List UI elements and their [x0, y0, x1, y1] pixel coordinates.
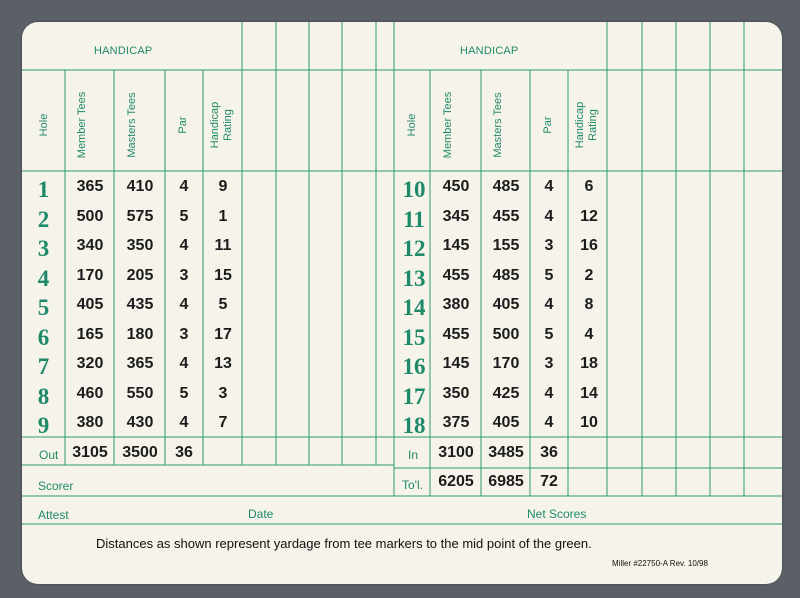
in-label: In — [408, 448, 419, 462]
hcp-cell: 17 — [214, 325, 232, 343]
hcp-cell: 1 — [218, 207, 228, 225]
col-par-left: Par — [177, 116, 189, 134]
member-cell: 145 — [442, 237, 470, 254]
hcp-cell: 8 — [584, 296, 594, 313]
masters-cell: 550 — [126, 384, 154, 402]
col-member-right: Member Tees — [442, 91, 454, 159]
hole-number: 18 — [402, 413, 426, 438]
masters-cell: 500 — [492, 325, 520, 343]
par-cell: 5 — [544, 325, 554, 343]
masters-cell: 485 — [492, 178, 520, 195]
col-hole-right: Hole — [406, 113, 418, 137]
hcp-cell: 10 — [580, 414, 598, 431]
member-cell: 375 — [442, 414, 470, 431]
out-par: 36 — [175, 444, 193, 461]
hole-number: 12 — [402, 236, 426, 261]
col-par-right: Par — [542, 116, 554, 134]
hcp-cell: 12 — [580, 207, 598, 225]
hole-number: 10 — [402, 177, 426, 202]
hole-number: 9 — [37, 413, 50, 438]
hole-number: 17 — [402, 383, 426, 409]
handicap-header-left: HANDICAP — [94, 45, 153, 57]
col-handicap-left: Handicap Rating — [209, 101, 234, 149]
hcp-cell: 2 — [584, 266, 594, 284]
par-cell: 3 — [179, 266, 189, 284]
par-cell: 4 — [544, 178, 554, 195]
masters-cell: 435 — [126, 296, 154, 313]
member-cell: 405 — [76, 296, 104, 313]
member-cell: 460 — [76, 384, 104, 402]
par-cell: 4 — [544, 414, 554, 431]
masters-cell: 485 — [492, 266, 520, 284]
distance-note: Distances as shown represent yardage from tee markers to the mid point of the green. — [96, 536, 592, 551]
hole-number: 1 — [37, 177, 50, 202]
member-cell: 145 — [442, 355, 470, 372]
par-cell: 3 — [544, 355, 554, 372]
hole-number: 6 — [37, 324, 50, 350]
scorecard — [22, 22, 782, 584]
col-hole-left: Hole — [38, 113, 50, 137]
in-masters: 3485 — [488, 444, 524, 461]
total-member: 6205 — [438, 473, 474, 490]
masters-cell: 180 — [126, 325, 154, 343]
par-cell: 4 — [179, 355, 189, 372]
hole-number: 14 — [402, 295, 426, 320]
hcp-cell: 13 — [214, 355, 232, 372]
col-handicap-right: Handicap Rating — [574, 101, 599, 149]
masters-cell: 455 — [492, 207, 520, 225]
member-cell: 340 — [76, 237, 104, 254]
member-cell: 500 — [76, 207, 104, 225]
par-cell: 3 — [544, 237, 554, 254]
par-cell: 4 — [544, 296, 554, 313]
member-cell: 455 — [442, 325, 470, 343]
hole-number: 4 — [37, 265, 50, 291]
out-masters: 3500 — [122, 444, 158, 461]
masters-cell: 425 — [492, 384, 520, 402]
handicap-header-right: HANDICAP — [460, 45, 519, 57]
masters-cell: 170 — [492, 355, 520, 372]
hcp-cell: 9 — [218, 178, 228, 195]
par-cell: 4 — [179, 296, 189, 313]
hcp-cell: 11 — [214, 237, 232, 254]
par-cell: 5 — [179, 207, 189, 225]
total-par: 72 — [540, 473, 558, 490]
net-scores-label: Net Scores — [527, 507, 587, 521]
par-cell: 5 — [179, 384, 189, 402]
col-masters-left: Masters Tees — [126, 92, 138, 158]
out-label: Out — [39, 448, 59, 462]
out-member: 3105 — [72, 444, 108, 461]
par-cell: 4 — [544, 207, 554, 225]
hcp-cell: 4 — [584, 325, 594, 343]
par-cell: 4 — [179, 414, 189, 431]
total-masters: 6985 — [488, 473, 524, 490]
in-member: 3100 — [438, 444, 474, 461]
par-cell: 4 — [179, 178, 189, 195]
member-cell: 365 — [76, 178, 104, 195]
hcp-cell: 6 — [584, 178, 594, 195]
member-cell: 380 — [76, 414, 104, 431]
par-cell: 3 — [179, 325, 189, 343]
hcp-cell: 18 — [580, 355, 598, 372]
masters-cell: 350 — [126, 237, 154, 254]
date-label: Date — [248, 507, 274, 521]
masters-cell: 575 — [126, 207, 154, 225]
hole-number: 5 — [37, 295, 50, 320]
masters-cell: 405 — [492, 296, 520, 313]
hcp-cell: 3 — [218, 384, 228, 402]
par-cell: 5 — [544, 266, 554, 284]
hole-number: 16 — [402, 354, 426, 379]
member-cell: 320 — [76, 355, 104, 372]
hole-number: 13 — [402, 265, 426, 291]
masters-cell: 430 — [126, 414, 154, 431]
in-par: 36 — [540, 444, 558, 461]
par-cell: 4 — [179, 237, 189, 254]
masters-cell: 155 — [492, 237, 520, 254]
hole-number: 8 — [37, 383, 50, 409]
hole-number: 11 — [403, 206, 425, 232]
member-cell: 345 — [442, 207, 470, 225]
masters-cell: 405 — [492, 414, 520, 431]
hcp-cell: 15 — [214, 266, 232, 284]
col-member-left: Member Tees — [76, 91, 88, 159]
member-cell: 380 — [442, 296, 470, 313]
member-cell: 455 — [442, 266, 470, 284]
hole-number: 3 — [37, 236, 50, 261]
attest-label: Attest — [38, 508, 69, 522]
hcp-cell: 7 — [218, 414, 228, 431]
par-cell: 4 — [544, 384, 554, 402]
hole-number: 2 — [37, 206, 50, 232]
scorer-label: Scorer — [38, 479, 74, 493]
hcp-cell: 5 — [218, 296, 228, 313]
printer-mark: Miller #22750-A Rev. 10/98 — [612, 559, 708, 568]
masters-cell: 365 — [126, 355, 154, 372]
masters-cell: 410 — [126, 178, 154, 195]
member-cell: 165 — [76, 325, 104, 343]
col-masters-right: Masters Tees — [492, 92, 504, 158]
member-cell: 450 — [442, 178, 470, 195]
hcp-cell: 16 — [580, 237, 598, 254]
total-label: To'l. — [402, 478, 423, 492]
hcp-cell: 14 — [580, 384, 598, 402]
member-cell: 350 — [442, 384, 470, 402]
hole-number: 15 — [402, 324, 426, 350]
masters-cell: 205 — [126, 266, 154, 284]
member-cell: 170 — [76, 266, 104, 284]
hole-number: 7 — [37, 354, 50, 379]
